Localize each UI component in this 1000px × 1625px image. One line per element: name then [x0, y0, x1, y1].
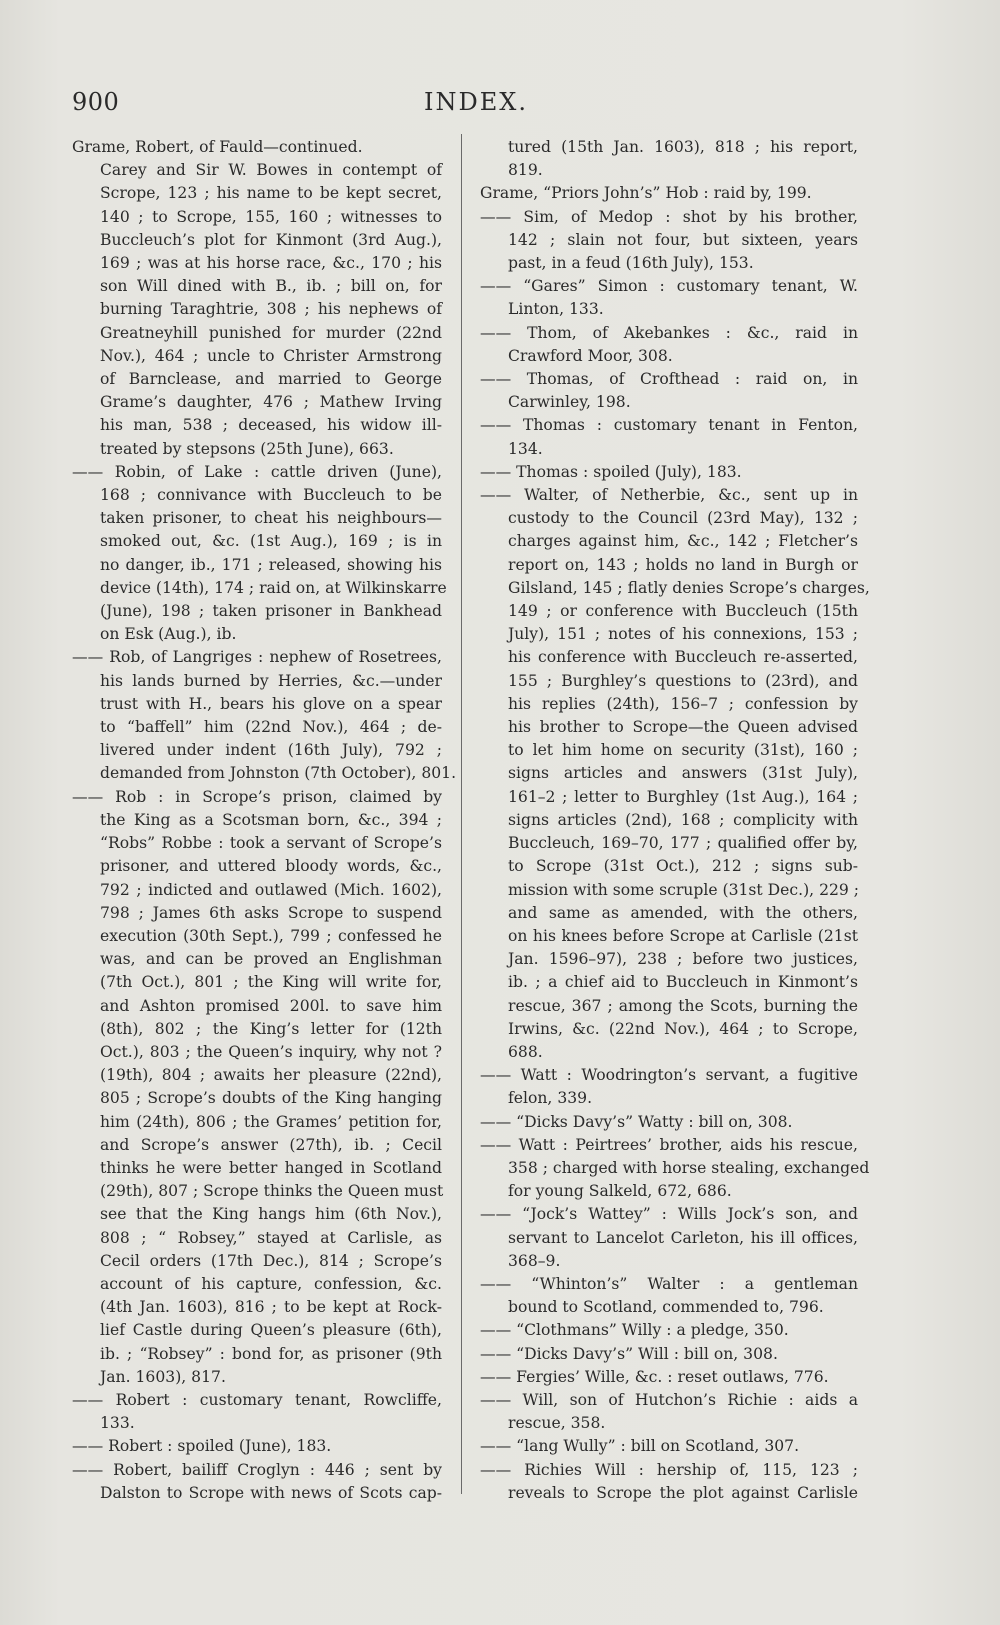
index-line: 149 ; or conference with Buccleuch (15th [508, 602, 858, 621]
index-line: his lands burned by Herries, &c.—under [100, 671, 442, 690]
index-line: report on, 143 ; holds no land in Burgh or [508, 555, 858, 574]
index-line: ib. ; a chief aid to Buccleuch in Kinmont’s [508, 973, 858, 992]
index-line: him (24th), 806 ; the Grames’ petition for, [100, 1112, 442, 1131]
index-line: the King as a Scotsman born, &c., 394 ; [100, 810, 442, 829]
index-line: Irwins, &c. (22nd Nov.), 464 ; to Scrope, [508, 1019, 858, 1038]
index-line: Carwinley, 198. [508, 393, 631, 412]
right-column [480, 136, 870, 1505]
index-line: (8th), 802 ; the King’s letter for (12th [100, 1019, 442, 1038]
index-line: trust with H., bears his glove on a spear [100, 694, 442, 713]
index-line: —— Walter, of Netherbie, &c., sent up in [480, 486, 858, 505]
index-line: —— Watt : Peirtrees’ brother, aids his rescue, [480, 1135, 858, 1154]
index-line: past, in a feud (16th July), 153. [508, 254, 754, 273]
index-line: Nov.), 464 ; uncle to Christer Armstrong [100, 346, 442, 365]
index-line: —— Thomas : customary tenant in Fenton, [480, 416, 858, 435]
index-line: 819. [508, 161, 543, 180]
index-line: Oct.), 803 ; the Queen’s inquiry, why not ? [100, 1042, 442, 1061]
index-line: (19th), 804 ; awaits her pleasure (22nd), [100, 1066, 442, 1085]
index-line: 142 ; slain not four, but sixteen, years [508, 230, 858, 249]
index-line: —— Rob, of Langriges : nephew of Rosetrees, [72, 648, 442, 667]
index-line: —— Fergies’ Wille, &c. : reset outlaws, 776. [480, 1367, 829, 1386]
index-line: —— “Jock’s Wattey” : Wills Jock’s son, and [480, 1205, 858, 1224]
index-line: —— Robin, of Lake : cattle driven (June), [72, 462, 442, 481]
index-line: Buccleuch, 169–70, 177 ; qualified offer by, [508, 834, 858, 853]
index-line: —— Will, son of Hutchon’s Richie : aids a [480, 1390, 858, 1409]
index-line: to “baffell” him (22nd Nov.), 464 ; de- [100, 718, 442, 737]
index-line: device (14th), 174 ; raid on, at Wilkinskarre [100, 578, 447, 597]
index-line: account of his capture, confession, &c. [100, 1274, 442, 1293]
index-line: 161–2 ; letter to Burghley (1st Aug.), 164 ; [508, 787, 858, 806]
index-line: demanded from Johnston (7th October), 801. [100, 764, 457, 783]
index-line: —— “Gares” Simon : customary tenant, W. [480, 277, 858, 296]
index-line: (June), 198 ; taken prisoner in Bankhead [100, 602, 442, 621]
index-line: taken prisoner, to cheat his neighbours— [100, 509, 442, 528]
index-line: —— “lang Wully” : bill on Scotland, 307. [480, 1437, 800, 1456]
left-column [72, 136, 457, 1505]
index-line: on his knees before Scrope at Carlisle (21st [508, 926, 858, 945]
index-line: his conference with Buccleuch re-asserted, [508, 648, 858, 667]
index-line: 808 ; “ Robsey,” stayed at Carlisle, as [100, 1228, 442, 1247]
index-line: no danger, ib., 171 ; released, showing his [100, 555, 442, 574]
index-line: felon, 339. [508, 1089, 593, 1108]
index-line: livered under indent (16th July), 792 ; [100, 741, 442, 760]
index-line: burning Taraghtrie, 308 ; his nephews of [100, 300, 442, 319]
index-line: see that the King hangs him (6th Nov.), [100, 1205, 442, 1224]
index-line: —— Robert : spoiled (June), 183. [72, 1437, 332, 1456]
index-line: lief Castle during Queen’s pleasure (6th), [100, 1321, 442, 1340]
index-line: Linton, 133. [508, 300, 604, 319]
index-line: mission with some scruple (31st Dec.), 229 ; [508, 880, 860, 899]
index-line: —— “Dicks Davy’s” Will : bill on, 308. [480, 1344, 778, 1363]
index-line: “Robs” Robbe : took a servant of Scrope’s [100, 834, 442, 853]
index-line: Cecil orders (17th Dec.), 814 ; Scrope’s [100, 1251, 442, 1270]
index-line: on Esk (Aug.), ib. [100, 625, 237, 644]
index-line: Scrope, 123 ; his name to be kept secret, [100, 184, 442, 203]
index-line: —— “Dicks Davy’s” Watty : bill on, 308. [480, 1112, 793, 1131]
index-line: execution (30th Sept.), 799 ; confessed he [100, 926, 442, 945]
index-line: —— Robert : customary tenant, Rowcliffe, [72, 1390, 442, 1409]
index-line: 134. [508, 439, 543, 458]
index-line: —— “Clothmans” Willy : a pledge, 350. [480, 1321, 789, 1340]
index-line: 169 ; was at his horse race, &c., 170 ; his [100, 254, 442, 273]
column-rule [461, 134, 462, 1494]
index-line: 140 ; to Scrope, 155, 160 ; witnesses to [100, 207, 442, 226]
index-line: treated by stepsons (25th June), 663. [100, 439, 394, 458]
index-line: —— Robert, bailiff Croglyn : 446 ; sent by [72, 1460, 442, 1479]
index-line: was, and can be proved an Englishman [100, 950, 442, 969]
index-line: Grame’s daughter, 476 ; Mathew Irving [100, 393, 442, 412]
index-line: to Scrope (31st Oct.), 212 ; signs sub- [508, 857, 858, 876]
index-line: and same as amended, with the others, [508, 903, 858, 922]
index-line: 792 ; indicted and outlawed (Mich. 1602), [100, 880, 442, 899]
index-line: tured (15th Jan. 1603), 818 ; his report, [508, 138, 858, 156]
index-line: bound to Scotland, commended to, 796. [508, 1298, 824, 1317]
index-line: thinks he were better hanged in Scotland [100, 1158, 442, 1177]
index-line: —— Sim, of Medop : shot by his brother, [480, 207, 858, 226]
index-line: for young Salkeld, 672, 686. [508, 1182, 732, 1201]
index-line: —— Rob : in Scrope’s prison, claimed by [72, 787, 442, 806]
index-line: and Ashton promised 200l. to save him [100, 996, 442, 1015]
index-line: of Barnclease, and married to George [100, 370, 442, 389]
index-line: —— Watt : Woodrington’s servant, a fugitive [480, 1066, 858, 1085]
index-line: 688. [508, 1042, 543, 1061]
index-line: Jan. 1596–97), 238 ; before two justices, [508, 950, 858, 969]
index-line: to let him home on security (31st), 160 ; [508, 741, 858, 760]
index-line: son Will dined with B., ib. ; bill on, for [100, 277, 442, 296]
index-line: prisoner, and uttered bloody words, &c., [100, 857, 442, 876]
index-line: signs articles and answers (31st July), [508, 764, 858, 783]
index-line: Grame, “Priors John’s” Hob : raid by, 199. [480, 184, 812, 203]
index-line: smoked out, &c. (1st Aug.), 169 ; is in [100, 532, 442, 551]
index-line: signs articles (2nd), 168 ; complicity with [508, 810, 858, 829]
running-title: INDEX. [424, 88, 528, 116]
index-line: 155 ; Burghley’s questions to (23rd), and [508, 671, 858, 690]
index-line: —— Thomas, of Crofthead : raid on, in [480, 370, 858, 389]
index-line: 133. [100, 1414, 135, 1433]
index-line: servant to Lancelot Carleton, his ill offices, [508, 1228, 858, 1247]
index-line: his brother to Scrope—the Queen advised [508, 718, 858, 737]
index-line: 805 ; Scrope’s doubts of the King hanging [100, 1089, 442, 1108]
index-line: Crawford Moor, 308. [508, 346, 673, 365]
page-number: 900 [72, 88, 120, 116]
index-line: —— Thom, of Akebankes : &c., raid in [480, 323, 858, 342]
index-line: Dalston to Scrope with news of Scots cap- [100, 1483, 442, 1502]
page-header [72, 88, 868, 128]
index-line: Gilsland, 145 ; flatly denies Scrope’s charges, [508, 578, 870, 597]
index-line: 798 ; James 6th asks Scrope to suspend [100, 903, 442, 922]
index-line: custody to the Council (23rd May), 132 ; [508, 509, 858, 528]
index-line: —— Thomas : spoiled (July), 183. [480, 462, 742, 481]
index-line: and Scrope’s answer (27th), ib. ; Cecil [100, 1135, 442, 1154]
index-line: Carey and Sir W. Bowes in contempt of [100, 161, 442, 180]
index-line: Grame, Robert, of Fauld—continued. [72, 138, 363, 156]
index-line: —— “Whinton’s” Walter : a gentleman [480, 1274, 858, 1293]
index-line: 168 ; connivance with Buccleuch to be [100, 486, 442, 505]
index-line: Greatneyhill punished for murder (22nd [100, 323, 442, 342]
index-line: 358 ; charged with horse stealing, exchanged [508, 1158, 870, 1177]
index-line: July), 151 ; notes of his connexions, 153 ; [508, 625, 858, 644]
index-line: —— Richies Will : hership of, 115, 123 ; [480, 1460, 858, 1479]
index-line: rescue, 358. [508, 1414, 606, 1433]
index-line: reveals to Scrope the plot against Carlisle [508, 1483, 858, 1502]
index-line: 368–9. [508, 1251, 561, 1270]
index-line: Buccleuch’s plot for Kinmont (3rd Aug.), [100, 230, 442, 249]
index-line: charges against him, &c., 142 ; Fletcher’s [508, 532, 858, 551]
index-line: (7th Oct.), 801 ; the King will write for, [100, 973, 442, 992]
index-line: (29th), 807 ; Scrope thinks the Queen must [100, 1182, 444, 1201]
index-line: (4th Jan. 1603), 816 ; to be kept at Rock- [100, 1298, 442, 1317]
index-line: Jan. 1603), 817. [100, 1367, 226, 1386]
index-line: ib. ; “Robsey” : bond for, as prisoner (9th [100, 1344, 442, 1363]
index-line: his replies (24th), 156–7 ; confession by [508, 694, 858, 713]
index-line: his man, 538 ; deceased, his widow ill- [100, 416, 442, 435]
index-line: rescue, 367 ; among the Scots, burning the [508, 996, 858, 1015]
